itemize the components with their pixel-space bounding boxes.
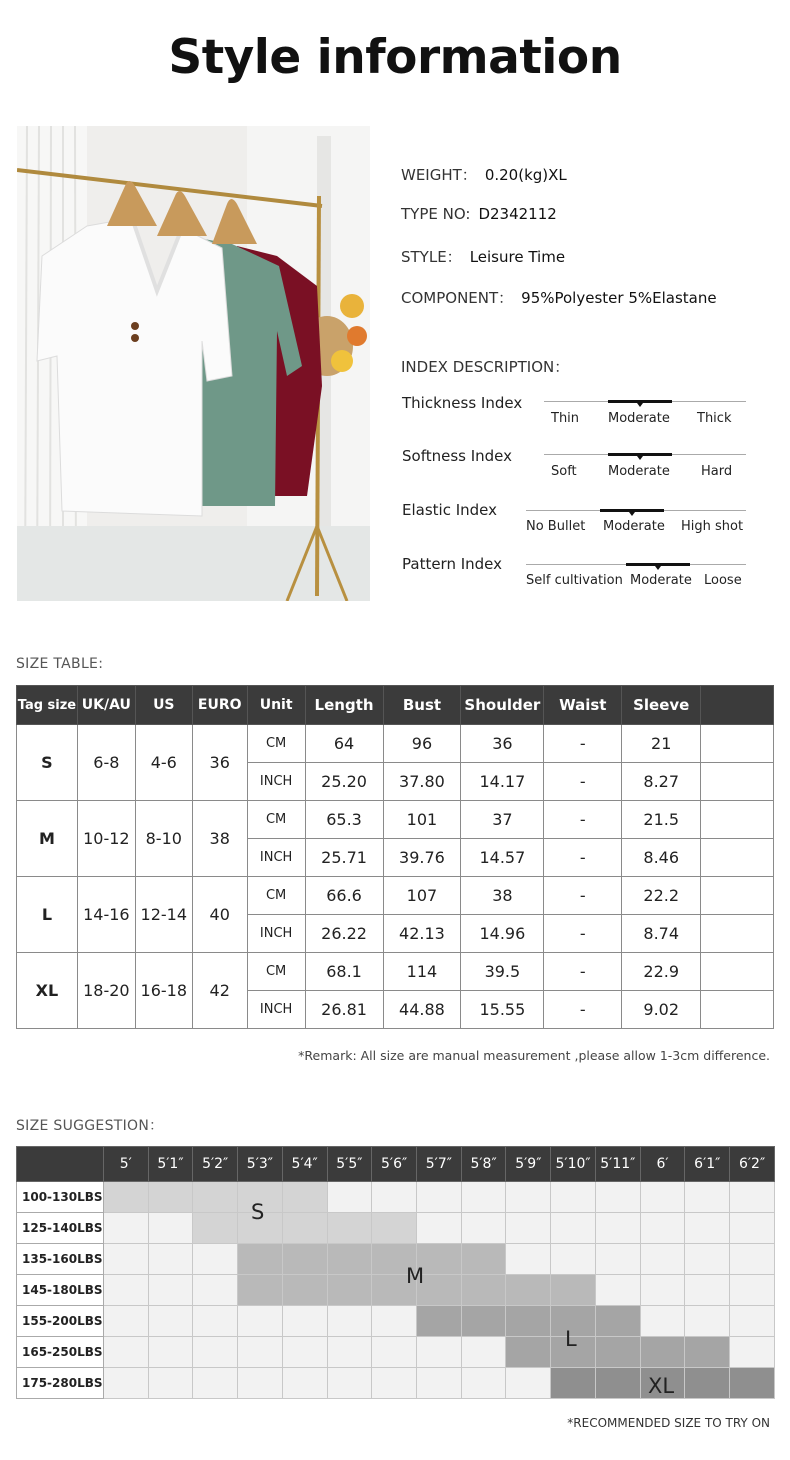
empty-cell	[148, 1275, 193, 1306]
pattern-marker-icon	[655, 566, 661, 570]
recommendation-footnote: *RECOMMENDED SIZE TO TRY ON	[567, 1416, 770, 1430]
height-header: 5′6″	[372, 1147, 417, 1182]
pattern-option-self-cultivation: Self cultivation	[526, 573, 623, 588]
measurement-remark: *Remark: All size are manual measurement ,please allow 1-3cm difference.	[298, 1048, 770, 1063]
empty-cell	[282, 1368, 327, 1399]
empty-cell	[685, 1182, 730, 1213]
uk-au-cell: 6-8	[77, 725, 135, 801]
size-row-cm	[17, 801, 774, 839]
size-zone-cell-m	[238, 1244, 283, 1275]
size-zone-cell-l	[640, 1337, 685, 1368]
thickness-index-label: Thickness Index	[402, 394, 523, 412]
euro-cell: 40	[192, 877, 247, 953]
size-zone-cell-m	[327, 1244, 372, 1275]
empty-cell	[461, 1213, 506, 1244]
empty-cell	[193, 1337, 238, 1368]
weight-label: 165-250LBS	[17, 1337, 104, 1368]
size-zone-cell-l	[506, 1306, 551, 1337]
height-header: 5′8″	[461, 1147, 506, 1182]
bust-cell: 101	[383, 801, 461, 839]
size-row-cm	[17, 725, 774, 763]
waist-cell: -	[544, 991, 622, 1029]
empty-cell	[193, 1306, 238, 1337]
col-shoulder: Shoulder	[461, 686, 544, 725]
tag-size-cell: XL	[17, 953, 78, 1029]
empty-cell	[685, 1244, 730, 1275]
corner-cell	[17, 1147, 104, 1182]
empty-cell	[461, 1337, 506, 1368]
empty-cell	[282, 1306, 327, 1337]
size-zone-cell-m	[327, 1275, 372, 1306]
size-table-header-row	[17, 686, 774, 725]
size-zone-cell-s	[282, 1213, 327, 1244]
length-cell: 26.22	[305, 915, 383, 953]
size-zone-cell-s	[282, 1182, 327, 1213]
unit-cell: CM	[247, 801, 305, 839]
weight-row	[17, 1244, 775, 1275]
softness-index-label: Softness Index	[402, 447, 513, 465]
size-zone-cell-s	[327, 1213, 372, 1244]
empty-cell	[148, 1368, 193, 1399]
size-zone-cell-l	[506, 1337, 551, 1368]
spec-style-label: STYLE：	[401, 248, 462, 266]
empty-cell	[282, 1337, 327, 1368]
empty-cell	[327, 1337, 372, 1368]
extra-cell	[701, 763, 774, 801]
extra-cell	[701, 725, 774, 763]
softness-option-soft: Soft	[551, 464, 577, 479]
tag-size-cell: S	[17, 725, 78, 801]
length-cell: 25.20	[305, 763, 383, 801]
weight-label: 100-130LBS	[17, 1182, 104, 1213]
empty-cell	[506, 1244, 551, 1275]
length-cell: 64	[305, 725, 383, 763]
us-cell: 16-18	[135, 953, 192, 1029]
shoulder-cell: 38	[461, 877, 544, 915]
empty-cell	[238, 1306, 283, 1337]
size-zone-cell-s	[148, 1182, 193, 1213]
elastic-marker-icon	[629, 512, 635, 516]
col-bust: Bust	[383, 686, 461, 725]
uk-au-cell: 10-12	[77, 801, 135, 877]
pattern-index-label: Pattern Index	[402, 555, 503, 573]
height-header: 5′10″	[551, 1147, 596, 1182]
height-header: 6′	[640, 1147, 685, 1182]
pattern-index	[401, 555, 746, 595]
extra-cell	[701, 877, 774, 915]
empty-cell	[327, 1182, 372, 1213]
spec-style-value: Leisure Time	[469, 248, 566, 266]
empty-cell	[193, 1275, 238, 1306]
product-photo	[17, 126, 370, 601]
empty-cell	[640, 1213, 685, 1244]
zone-label-xl: XL	[648, 1374, 675, 1398]
empty-cell	[103, 1368, 148, 1399]
height-header: 5′3″	[238, 1147, 283, 1182]
tag-size-cell: L	[17, 877, 78, 953]
weight-label: 125-140LBS	[17, 1213, 104, 1244]
waist-cell: -	[544, 839, 622, 877]
col-tag-size: Tag size	[17, 686, 78, 725]
extra-cell	[701, 801, 774, 839]
shoulder-cell: 14.57	[461, 839, 544, 877]
empty-cell	[461, 1368, 506, 1399]
extra-cell	[701, 839, 774, 877]
bust-cell: 44.88	[383, 991, 461, 1029]
col-waist: Waist	[544, 686, 622, 725]
size-zone-cell-l	[685, 1337, 730, 1368]
empty-cell	[103, 1306, 148, 1337]
empty-cell	[372, 1368, 417, 1399]
weight-label: 175-280LBS	[17, 1368, 104, 1399]
height-header-row	[17, 1147, 775, 1182]
shoulder-cell: 39.5	[461, 953, 544, 991]
unit-cell: INCH	[247, 763, 305, 801]
waist-cell: -	[544, 877, 622, 915]
col-us: US	[135, 686, 192, 725]
col-uk-au: UK/AU	[77, 686, 135, 725]
col-empty	[701, 686, 774, 725]
unit-cell: INCH	[247, 991, 305, 1029]
height-header: 5′11″	[595, 1147, 640, 1182]
unit-cell: CM	[247, 877, 305, 915]
pattern-option-loose: Loose	[704, 573, 742, 588]
sleeve-cell: 8.46	[622, 839, 701, 877]
spec-type-no-value: D2342112	[478, 205, 557, 223]
size-zone-cell-s	[193, 1213, 238, 1244]
size-zone-cell-xl	[551, 1368, 596, 1399]
empty-cell	[595, 1213, 640, 1244]
spec-style	[401, 246, 565, 267]
spec-component-label: COMPONENT：	[401, 289, 514, 307]
empty-cell	[372, 1337, 417, 1368]
elastic-option-moderate: Moderate	[603, 519, 665, 534]
size-zone-cell-m	[551, 1275, 596, 1306]
unit-cell: CM	[247, 725, 305, 763]
col-sleeve: Sleeve	[622, 686, 701, 725]
extra-cell	[701, 915, 774, 953]
size-zone-cell-l	[595, 1306, 640, 1337]
weight-row	[17, 1182, 775, 1213]
size-zone-cell-s	[372, 1213, 417, 1244]
length-cell: 68.1	[305, 953, 383, 991]
empty-cell	[640, 1306, 685, 1337]
size-row-cm	[17, 877, 774, 915]
page-title: Style information	[168, 30, 622, 85]
size-suggestion-label: SIZE SUGGESTION：	[16, 1118, 164, 1134]
empty-cell	[551, 1244, 596, 1275]
unit-cell: INCH	[247, 839, 305, 877]
size-table-label: SIZE TABLE:	[16, 656, 104, 672]
empty-cell	[730, 1182, 775, 1213]
thickness-index	[401, 394, 746, 434]
empty-cell	[148, 1306, 193, 1337]
thickness-option-thick: Thick	[697, 411, 732, 426]
empty-cell	[730, 1337, 775, 1368]
euro-cell: 42	[192, 953, 247, 1029]
empty-cell	[416, 1368, 461, 1399]
empty-cell	[461, 1182, 506, 1213]
empty-cell	[103, 1244, 148, 1275]
thickness-option-moderate: Moderate	[608, 411, 670, 426]
spec-component-value: 95%Polyester 5%Elastane	[521, 289, 717, 307]
height-header: 5′1″	[148, 1147, 193, 1182]
spec-weight	[401, 164, 567, 185]
empty-cell	[685, 1213, 730, 1244]
zone-label-m: M	[406, 1264, 425, 1288]
empty-cell	[416, 1337, 461, 1368]
empty-cell	[193, 1368, 238, 1399]
size-zone-cell-l	[416, 1306, 461, 1337]
height-header: 5′7″	[416, 1147, 461, 1182]
shoulder-cell: 15.55	[461, 991, 544, 1029]
sleeve-cell: 9.02	[622, 991, 701, 1029]
weight-row	[17, 1275, 775, 1306]
euro-cell: 38	[192, 801, 247, 877]
unit-cell: CM	[247, 953, 305, 991]
size-zone-cell-s	[193, 1182, 238, 1213]
uk-au-cell: 14-16	[77, 877, 135, 953]
empty-cell	[640, 1244, 685, 1275]
index-description-title: INDEX DESCRIPTION：	[401, 358, 570, 376]
empty-cell	[506, 1213, 551, 1244]
zone-label-s: S	[251, 1200, 265, 1224]
empty-cell	[595, 1244, 640, 1275]
softness-option-hard: Hard	[701, 464, 733, 479]
col-unit: Unit	[247, 686, 305, 725]
bust-cell: 42.13	[383, 915, 461, 953]
unit-cell: INCH	[247, 915, 305, 953]
elastic-option-high-shot: High shot	[681, 519, 744, 534]
empty-cell	[730, 1213, 775, 1244]
empty-cell	[148, 1244, 193, 1275]
length-cell: 65.3	[305, 801, 383, 839]
extra-cell	[701, 953, 774, 991]
weight-row	[17, 1306, 775, 1337]
elastic-index-label: Elastic Index	[402, 501, 498, 519]
waist-cell: -	[544, 763, 622, 801]
size-zone-cell-xl	[595, 1368, 640, 1399]
empty-cell	[238, 1337, 283, 1368]
spec-weight-value: 0.20(kg)XL	[484, 166, 567, 184]
height-header: 5′4″	[282, 1147, 327, 1182]
empty-cell	[595, 1275, 640, 1306]
bust-cell: 114	[383, 953, 461, 991]
size-zone-cell-m	[461, 1275, 506, 1306]
empty-cell	[148, 1213, 193, 1244]
size-zone-cell-xl	[685, 1368, 730, 1399]
size-zone-cell-m	[506, 1275, 551, 1306]
softness-index	[401, 447, 746, 487]
bust-cell: 107	[383, 877, 461, 915]
height-header: 5′	[103, 1147, 148, 1182]
col-euro: EURO	[192, 686, 247, 725]
length-cell: 66.6	[305, 877, 383, 915]
size-zone-cell-m	[238, 1275, 283, 1306]
height-header: 5′9″	[506, 1147, 551, 1182]
softness-marker-icon	[637, 456, 643, 460]
size-zone-cell-l	[461, 1306, 506, 1337]
sleeve-cell: 22.9	[622, 953, 701, 991]
spec-type-no	[401, 205, 557, 223]
size-zone-cell-l	[595, 1337, 640, 1368]
sleeve-cell: 21	[622, 725, 701, 763]
empty-cell	[416, 1182, 461, 1213]
euro-cell: 36	[192, 725, 247, 801]
uk-au-cell: 18-20	[77, 953, 135, 1029]
empty-cell	[640, 1182, 685, 1213]
bust-cell: 37.80	[383, 763, 461, 801]
empty-cell	[685, 1306, 730, 1337]
thickness-marker-icon	[637, 403, 643, 407]
empty-cell	[148, 1337, 193, 1368]
waist-cell: -	[544, 915, 622, 953]
us-cell: 12-14	[135, 877, 192, 953]
empty-cell	[103, 1213, 148, 1244]
length-cell: 26.81	[305, 991, 383, 1029]
weight-row	[17, 1213, 775, 1244]
spec-weight-label: WEIGHT：	[401, 166, 477, 184]
spec-component	[401, 287, 717, 308]
sleeve-cell: 8.27	[622, 763, 701, 801]
weight-label: 145-180LBS	[17, 1275, 104, 1306]
empty-cell	[416, 1213, 461, 1244]
empty-cell	[327, 1306, 372, 1337]
sleeve-cell: 21.5	[622, 801, 701, 839]
us-cell: 8-10	[135, 801, 192, 877]
size-suggestion-table	[16, 1146, 775, 1399]
sleeve-cell: 8.74	[622, 915, 701, 953]
empty-cell	[506, 1368, 551, 1399]
bust-cell: 39.76	[383, 839, 461, 877]
size-zone-cell-s	[103, 1182, 148, 1213]
length-cell: 25.71	[305, 839, 383, 877]
waist-cell: -	[544, 801, 622, 839]
empty-cell	[730, 1244, 775, 1275]
empty-cell	[640, 1275, 685, 1306]
height-header: 5′5″	[327, 1147, 372, 1182]
weight-row	[17, 1337, 775, 1368]
empty-cell	[103, 1275, 148, 1306]
waist-cell: -	[544, 953, 622, 991]
tag-size-cell: M	[17, 801, 78, 877]
weight-label: 135-160LBS	[17, 1244, 104, 1275]
elastic-index	[401, 501, 746, 541]
size-table	[16, 685, 774, 1029]
us-cell: 4-6	[135, 725, 192, 801]
bust-cell: 96	[383, 725, 461, 763]
shoulder-cell: 36	[461, 725, 544, 763]
empty-cell	[506, 1182, 551, 1213]
empty-cell	[327, 1368, 372, 1399]
shoulder-cell: 14.96	[461, 915, 544, 953]
shoulder-cell: 37	[461, 801, 544, 839]
shoulder-cell: 14.17	[461, 763, 544, 801]
empty-cell	[238, 1368, 283, 1399]
empty-cell	[730, 1306, 775, 1337]
empty-cell	[551, 1213, 596, 1244]
size-row-cm	[17, 953, 774, 991]
empty-cell	[551, 1182, 596, 1213]
empty-cell	[730, 1275, 775, 1306]
empty-cell	[372, 1306, 417, 1337]
height-header: 6′2″	[730, 1147, 775, 1182]
empty-cell	[103, 1337, 148, 1368]
empty-cell	[595, 1182, 640, 1213]
pattern-option-moderate: Moderate	[630, 573, 692, 588]
elastic-option-no-bullet: No Bullet	[526, 519, 586, 534]
softness-option-moderate: Moderate	[608, 464, 670, 479]
size-zone-cell-m	[282, 1244, 327, 1275]
height-header: 6′1″	[685, 1147, 730, 1182]
empty-cell	[372, 1182, 417, 1213]
weight-label: 155-200LBS	[17, 1306, 104, 1337]
size-zone-cell-xl	[730, 1368, 775, 1399]
sleeve-cell: 22.2	[622, 877, 701, 915]
thickness-option-thin: Thin	[551, 411, 580, 426]
height-header: 5′2″	[193, 1147, 238, 1182]
zone-label-l: L	[565, 1327, 577, 1351]
size-zone-cell-m	[282, 1275, 327, 1306]
extra-cell	[701, 991, 774, 1029]
spec-type-no-label: TYPE NO:	[401, 205, 471, 223]
empty-cell	[193, 1244, 238, 1275]
waist-cell: -	[544, 725, 622, 763]
col-length: Length	[305, 686, 383, 725]
empty-cell	[685, 1275, 730, 1306]
size-zone-cell-m	[461, 1244, 506, 1275]
